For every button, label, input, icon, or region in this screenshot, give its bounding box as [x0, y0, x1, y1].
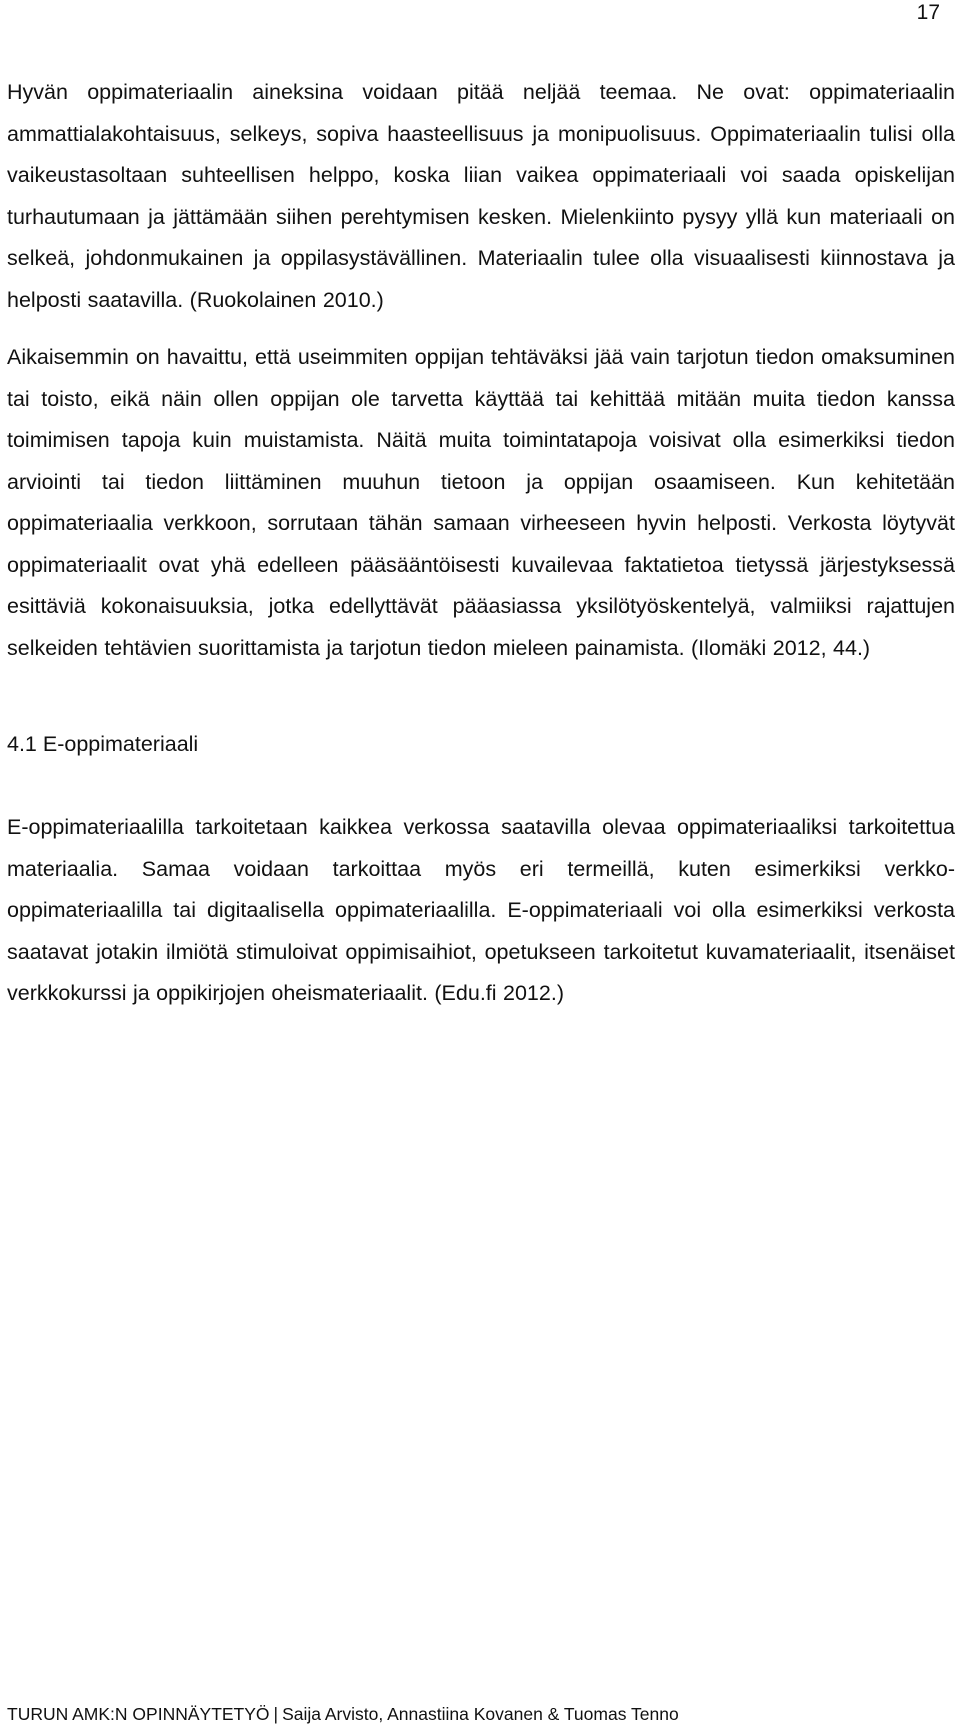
footer-authors: Saija Arvisto, Annastiina Kovanen & Tuomas Tenno	[282, 1704, 679, 1724]
page-number: 17	[916, 1, 940, 24]
page-footer	[7, 1702, 679, 1726]
main-content	[7, 72, 955, 1015]
footer-separator: |	[273, 1704, 279, 1724]
section-heading: 4.1 E-oppimateriaali	[7, 732, 199, 756]
paragraph-learning-methods: Aikaisemmin on havaittu, että useimmiten oppijan tehtäväksi jää vain tarjotun tiedon omaksuminen tai toisto, eikä näin ollen oppijan ole tarvetta käyttää tai kehittää mitään muita tiedon kanssa toimimisen tapoja kuin muistamista. Näitä muita toimintatapoja voisivat olla esimerkiksi tiedon arviointi tai tiedon liittäminen muuhun tietoon ja oppijan osaamiseen. Kun kehitetään oppimateriaalia verkkoon, sorrutaan tähän samaan virheeseen hyvin helposti. Verkosta löytyvät oppimateriaalit ovat yhä edelleen pääsääntöisesti kuvailevaa faktatietoa tietyssä järjestyksessä esittäviä kokonaisuuksia, jotka edellyttävät pääasiassa yksilötyöskentelyä, valmiiksi rajattujen selkeiden tehtävien suorittamista ja tarjotun tiedon mieleen painamista. (Ilomäki 2012, 44.)	[7, 345, 955, 660]
paragraph-e-learning-material: E-oppimateriaalilla tarkoitetaan kaikkea verkossa saatavilla olevaa oppimateriaaliksi tarkoitettua materiaalia. Samaa voidaan tarkoittaa myös eri termeillä, kuten esimerkiksi verkko-oppimateriaalilla tai digitaalisella oppimateriaalilla. E-oppimateriaali voi olla esimerkiksi verkosta saatavat jotakin ilmiötä stimuloivat oppimisaihiot, opetukseen tarkoitetut kuvamateriaalit, itsenäiset verkkokurssi ja oppikirjojen oheismateriaalit. (Edu.fi 2012.)	[7, 815, 955, 1005]
footer-institution: TURUN AMK:N OPINNÄYTETYÖ	[7, 1704, 270, 1724]
paragraph-materials-themes: Hyvän oppimateriaalin aineksina voidaan pitää neljää teemaa. Ne ovat: oppimateriaalin ammattialakohtaisuus, selkeys, sopiva haasteellisuus ja monipuolisuus. Oppimateriaalin tulisi olla vaikeustasoltaan suhteellisen helppo, koska liian vaikea oppimateriaali voi saada opiskelijan turhautumaan ja jättämään siihen perehtymisen kesken. Mielenkiinto pysyy yllä kun materiaali on selkeä, johdonmukainen ja oppilasystävällinen. Materiaalin tulee olla visuaalisesti kiinnostava ja helposti saatavilla. (Ruokolainen 2010.)	[7, 80, 955, 312]
